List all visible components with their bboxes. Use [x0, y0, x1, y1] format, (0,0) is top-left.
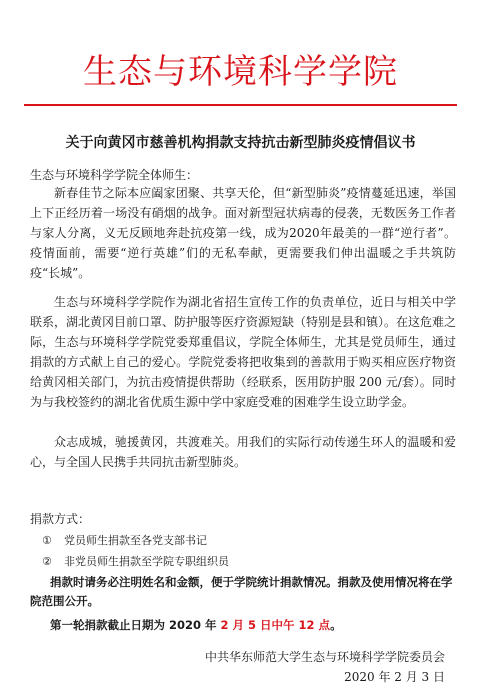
list-item-text: 党员师生捐款至各党支部书记 — [64, 534, 207, 547]
document-title: 关于向黄冈市慈善机构捐款支持抗击新型肺炎疫情倡议书 — [65, 135, 416, 151]
header-red-rule — [24, 104, 457, 106]
deadline-line — [50, 617, 342, 633]
deadline-suffix: 。 — [330, 618, 342, 632]
donation-method-item — [42, 532, 207, 548]
list-number: ② — [42, 555, 52, 568]
deadline-prefix: 第一轮捐款截止日期为 2020 年 — [50, 618, 221, 632]
list-item-text: 非党员师生捐款至学院专职组织员 — [64, 555, 229, 568]
list-number: ① — [42, 534, 52, 547]
signature: 中共华东师范大学生态与环境科学学院委员会 — [204, 650, 445, 664]
document-date: 2020 年 2 月 3 日 — [344, 670, 445, 684]
salutation: 生态与环境科学学院全体师生： — [30, 168, 199, 182]
paragraph-2: 生态与环境科学学院作为湖北省招生宣传工作的负责单位，近日与相关中学联系，湖北黄冈目前口罩、防护服等医疗资源短缺（特别是县和镇）。在这危难之际，生态与环境科学学院党委郑重倡议，学院全体师生，尤其是党员师生，通过捐款的方式献上自己的爱心。学院党委将把收集到的善款用于购买相应医疗物资给黄冈相关部门，为抗击疫情提供帮助（经联系，医用防护服 200 元/套）。同时为与我校签约的湖北省优质生源中学中家庭受难的困难学生设立助学金。 — [30, 295, 457, 409]
deadline-highlight: 2 月 5 日中午 12 点 — [220, 618, 331, 632]
donation-note: 捐款时请务必注明姓名和金额，便于学院统计捐款情况。捐款及使用情况将在学院范围公开。 — [30, 575, 453, 608]
donation-method-label: 捐款方式： — [30, 512, 91, 526]
paragraph-1: 新春佳节之际本应阖家团聚、共享天伦，但“新型肺炎”疫情蔓延迅速，举国上下正经历着一场没有硝烟的战争。面对新型冠状病毒的侵袭，无数医务工作者与家人分离，义无反顾地奔赴抗疫第一线，成为2020年最美的一群“逆行者”。疫情面前，需要“逆行英雄”们的无私奉献，更需要我们伸出温暖之手共筑防疫“长城”。 — [30, 186, 456, 280]
institution-header: 生态与环境科学学院 — [83, 52, 398, 92]
paragraph-3: 众志成城，驰援黄冈，共渡难关。用我们的实际行动传递生环人的温暖和爱心，与全国人民携手共同抗击新型肺炎。 — [30, 435, 456, 469]
donation-method-item — [42, 553, 229, 569]
